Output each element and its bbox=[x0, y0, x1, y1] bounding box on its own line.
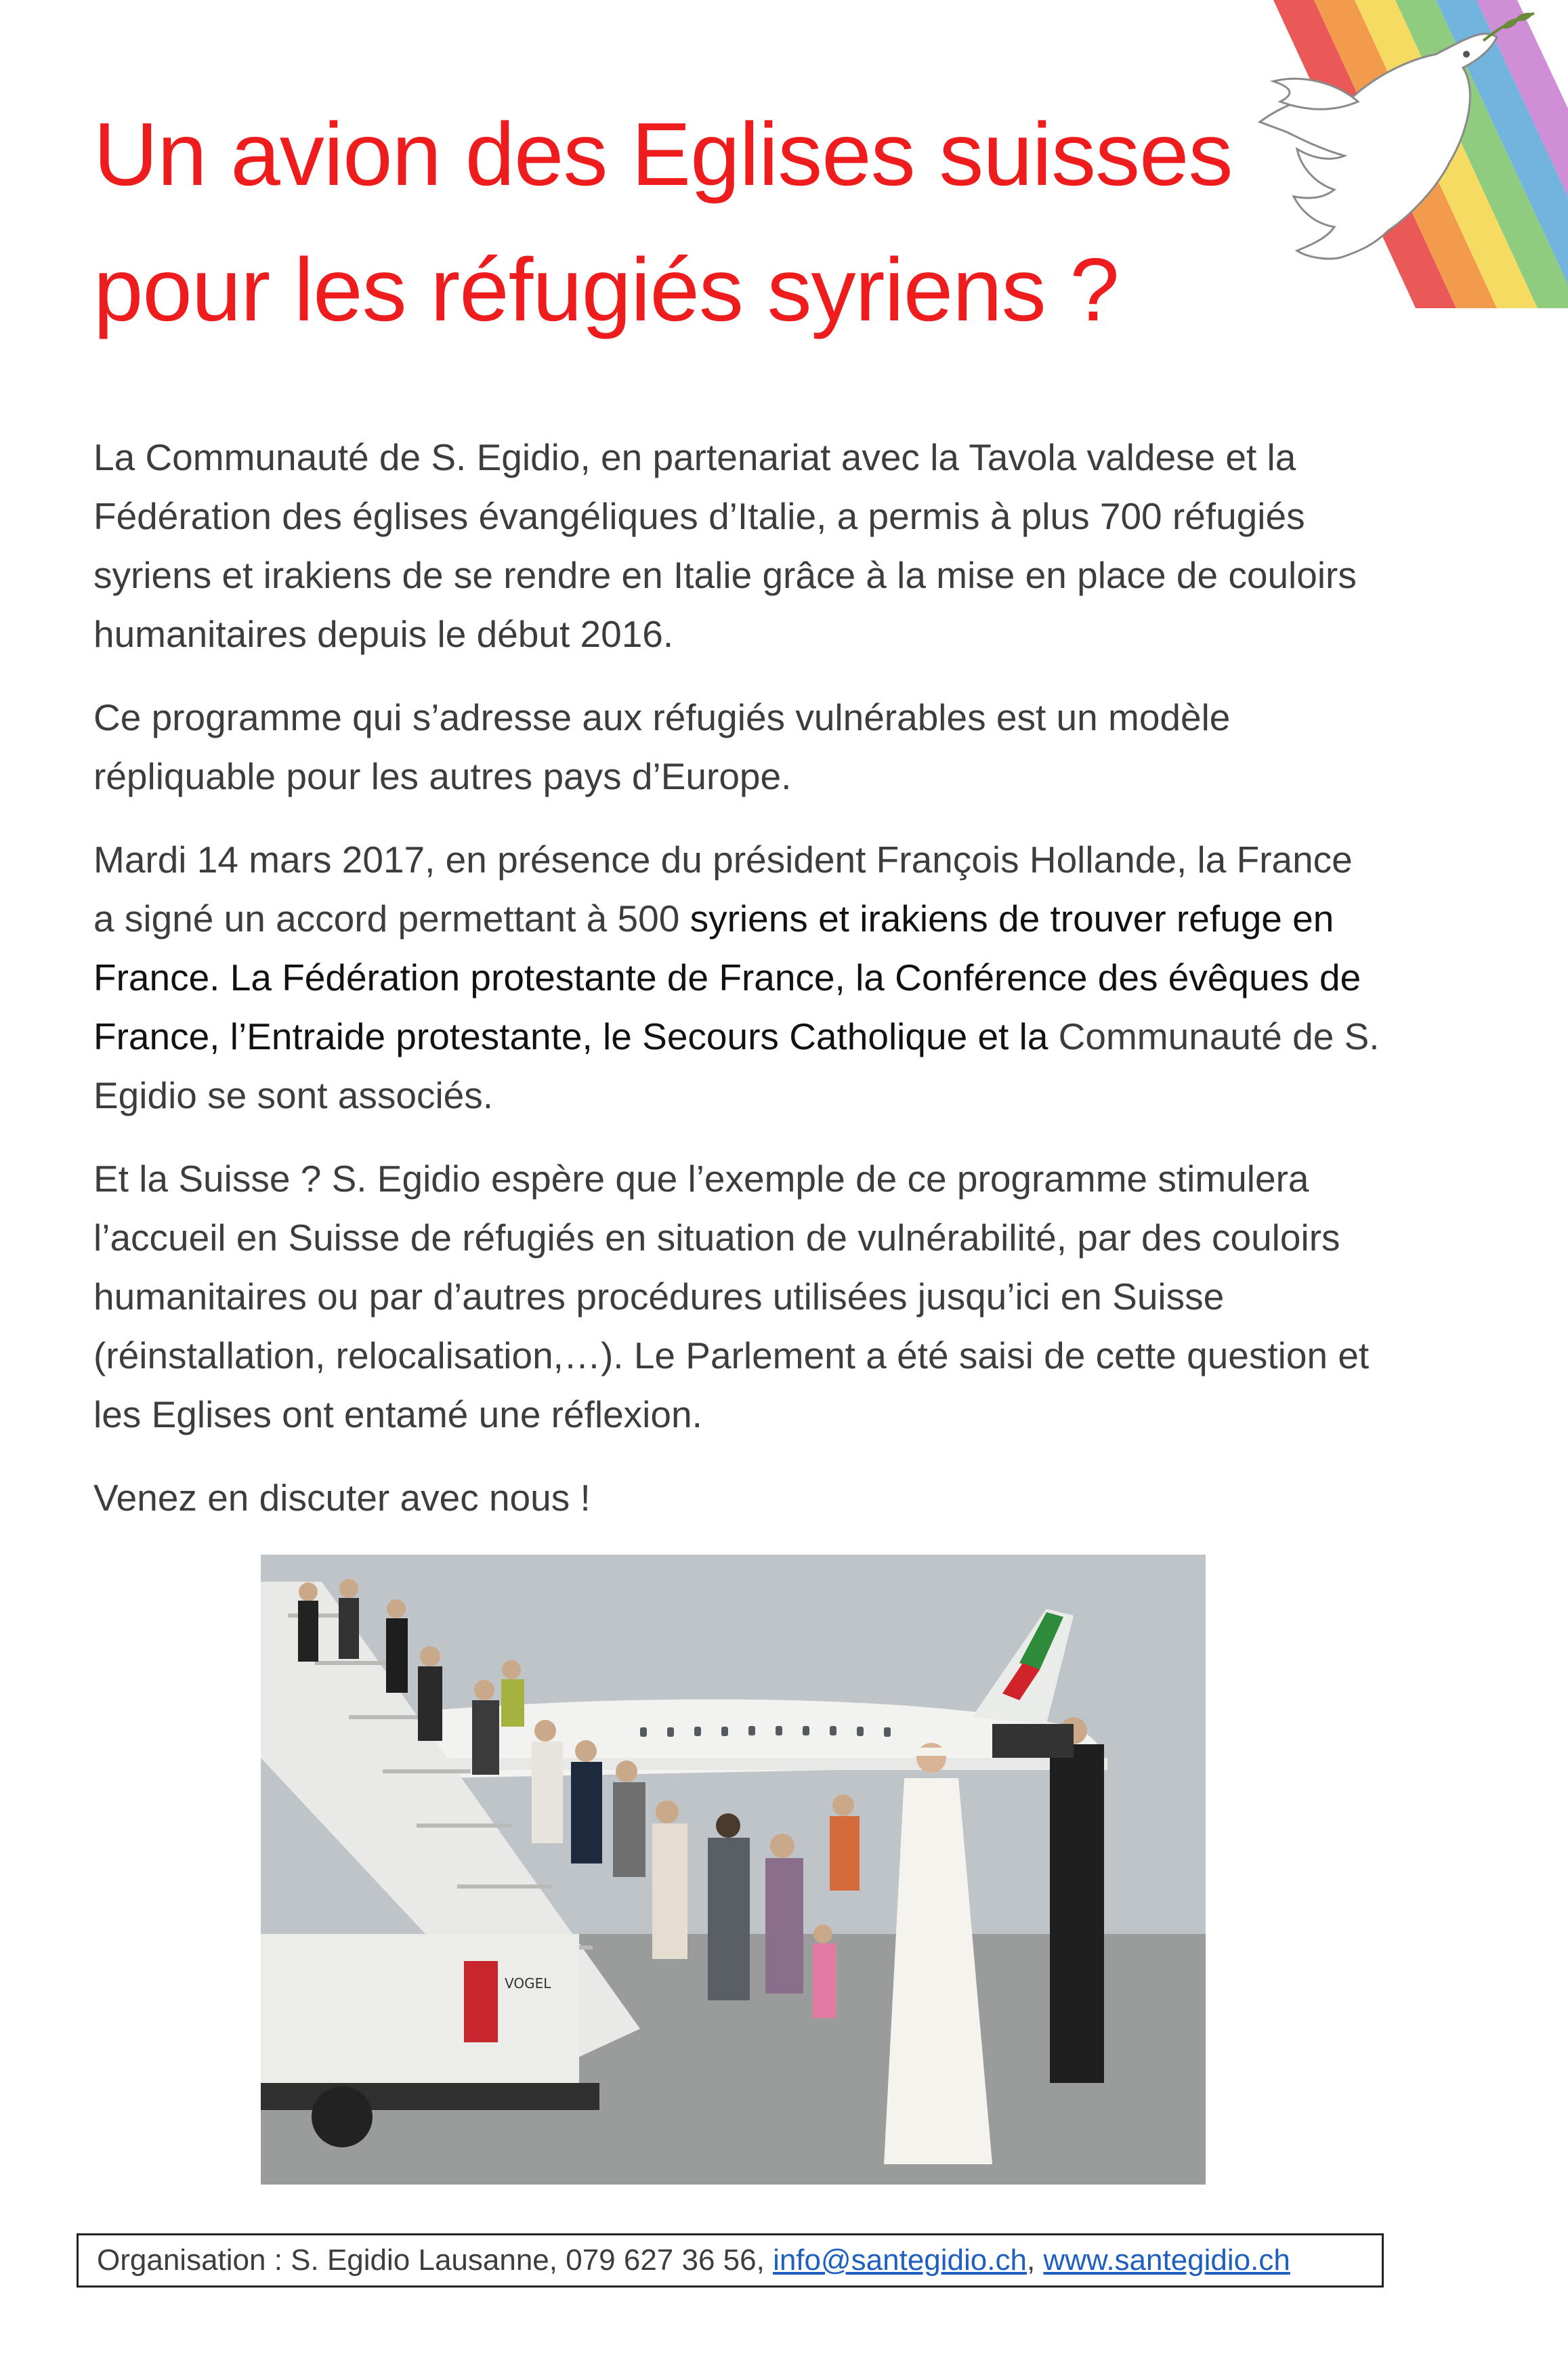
paragraph-4: Et la Suisse ? S. Egidio espère que l’exemple de ce programme stimulera l’accueil en Suisse de réfugiés en situation de vulnérabilité, par des couloirs humanitaires ou par d’autres procédures utilisées jusqu’ici en Suisse (réinstallation, relocalisation,…). Le Parlement a été saisi de cette question et les Eglises ont entamé une réflexion. bbox=[93, 1158, 1370, 1435]
paragraph-5: Venez en discuter avec nous ! bbox=[93, 1477, 591, 1519]
paragraph-3-part-c: Communauté de S. Egidio se sont associés. bbox=[93, 1015, 1380, 1116]
article-body bbox=[93, 428, 1380, 1552]
paragraph-3-part-a: Mardi 14 mars 2017, en présence du président François Hollande, la France a signé un accord permettant à 500 bbox=[93, 839, 1353, 940]
refugees-arriving-airplane-photo bbox=[261, 1555, 1206, 2185]
footer-organisation bbox=[77, 2233, 1384, 2288]
paragraph-3 bbox=[93, 830, 1380, 1125]
footer-separator: , bbox=[1026, 2243, 1044, 2277]
paragraph-1: La Communauté de S. Egidio, en partenariat avec la Tavola valdese et la Fédération des églises évangéliques d’Italie, a permis à plus 700 réfugiés syriens et irakiens de se rendre en Italie grâce à la mise en place de couloirs humanitaires depuis le début 2016. bbox=[93, 436, 1357, 655]
paragraph-3-part-b: syriens et irakiens de trouver refuge en France. La Fédération protestante de France, la Conférence des évêques de France, l’Entraide protestante, le Secours Catholique et la bbox=[93, 898, 1361, 1057]
dove-rainbow-icon bbox=[1233, 0, 1568, 308]
footer-prefix: Organisation : S. Egidio Lausanne, 079 627 36 56, bbox=[97, 2243, 774, 2277]
title-line-2: pour les réfugiés syriens ? bbox=[93, 240, 1119, 339]
paragraph-2: Ce programme qui s’adresse aux réfugiés vulnérables est un modèle répliquable pour les autres pays d’Europe. bbox=[93, 696, 1231, 797]
website-link[interactable]: www.santegidio.ch bbox=[1043, 2243, 1290, 2277]
title-line-1: Un avion des Eglises suisses bbox=[93, 104, 1233, 204]
page-title bbox=[93, 87, 1245, 358]
email-link[interactable]: info@santegidio.ch bbox=[773, 2243, 1027, 2277]
stair-vehicle-label: VOGEL bbox=[505, 1975, 551, 1992]
